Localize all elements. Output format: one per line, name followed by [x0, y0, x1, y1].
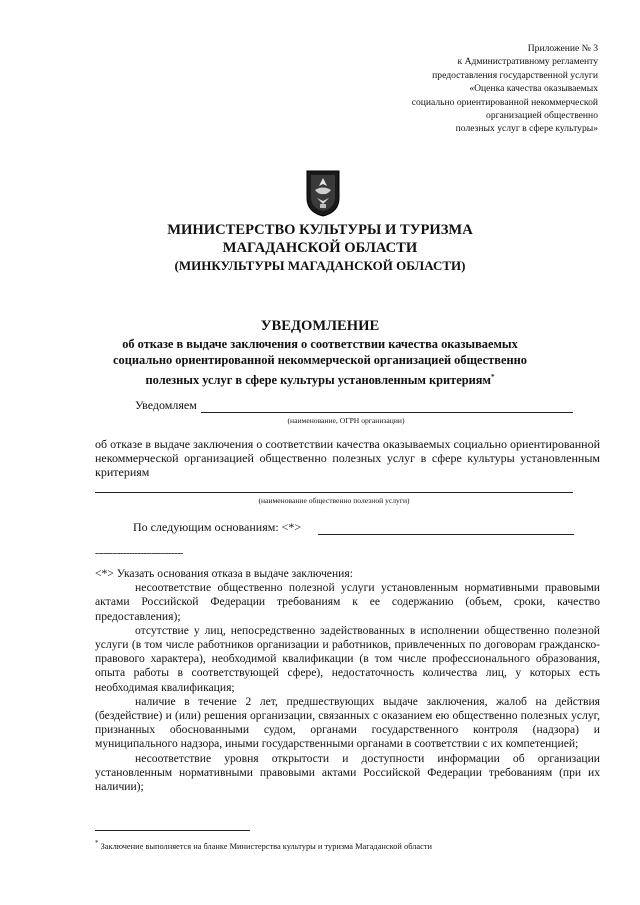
ministry-short-name: (МИНКУЛЬТУРЫ МАГАДАНСКОЙ ОБЛАСТИ) [174, 258, 466, 273]
ministry-name-line2: МАГАДАНСКОЙ ОБЛАСТИ [222, 240, 418, 256]
notice-title: УВЕДОМЛЕНИЕ [260, 318, 380, 334]
ministry-header [60, 221, 580, 275]
notice-subtitle-line: социально ориентированной некоммерческой организацией общественно [113, 353, 527, 368]
service-caption: (наименование общественно полезной услуги) [258, 496, 410, 505]
dash-separator: ------------------------------- [95, 548, 183, 559]
appendix-block [318, 42, 598, 136]
notify-label: Уведомляем [135, 398, 197, 412]
notice-subtitle-line [90, 369, 550, 389]
organization-name-line [201, 412, 573, 413]
reasons-heading: <*> Указать основания отказа в выдаче заключения: [95, 567, 353, 580]
notice-subtitle-line: об отказе в выдаче заключения о соответствии качества оказываемых [122, 337, 518, 351]
appendix-line: полезных услуг в сфере культуры» [455, 123, 598, 135]
grounds-line [318, 534, 574, 535]
reason-item: несоответствие уровня открытости и доступности информации об организации установленным нормативными правовыми актами Российской Федерации требованиям (при их наличии); [95, 751, 600, 794]
refusal-reasons [95, 567, 600, 794]
appendix-line: «Оценка качества оказываемых [469, 83, 598, 95]
footnote [95, 839, 432, 851]
reason-item: отсутствие у лиц, непосредственно задействованных в исполнении общественно полезной услуги (в том числе работников организации и работников, привлеченных по договорам гражданско-правового характера), необходимой квалификации (в том числе профессионального образования, опыта работы в соответствующей сфере), недостаточность количества лиц, у которых есть необходимая квалификация; [95, 623, 600, 694]
appendix-line: к Административному регламенту [457, 56, 598, 68]
organization-caption: (наименование, ОГРН организации) [287, 416, 405, 425]
appendix-line: Приложение № 3 [527, 43, 598, 54]
coat-of-arms-icon [303, 168, 343, 218]
ministry-name-line1: МИНИСТЕРСТВО КУЛЬТУРЫ И ТУРИЗМА [167, 222, 473, 238]
footnote-mark: * [490, 372, 495, 381]
footnote-text: Заключение выполняется на бланке Министерства культуры и туризма Магаданской области [98, 841, 433, 851]
appendix-line: организацией общественно [486, 110, 598, 122]
service-name-line [95, 492, 573, 493]
reason-item: несоответствие общественно полезной услуги установленным нормативными правовыми актами Российской Федерации требованиям к ее содержанию (объем, сроки, качество предоставления); [95, 581, 600, 623]
footnote-divider [95, 830, 250, 831]
appendix-line: социально ориентированной некоммерческой [411, 96, 598, 108]
notice-subtitle-text: полезных услуг в сфере культуры установленным критериям [145, 372, 491, 387]
notice-subtitle [90, 336, 550, 388]
footnote-mark: * [95, 839, 99, 847]
grounds-label: По следующим основаниям: <*> [133, 520, 302, 534]
reason-item: наличие в течение 2 лет, предшествующих выдаче заключения, жалоб на действия (бездействие) и (или) решения организации, связанных с оказанием ею общественно полезных услуг, признанных обоснованными судом, органами государственного контроля (надзора) и муниципального надзора, иными государственными органами в соответствии с их компетенцией; [95, 694, 600, 751]
notice-body-text: об отказе в выдаче заключения о соответствии качества оказываемых социально ориентированной некоммерческой организацией общественно полезных услуг в сфере культуры установленным критериям [95, 437, 600, 479]
appendix-line: предоставления государственной услуги [432, 69, 598, 81]
